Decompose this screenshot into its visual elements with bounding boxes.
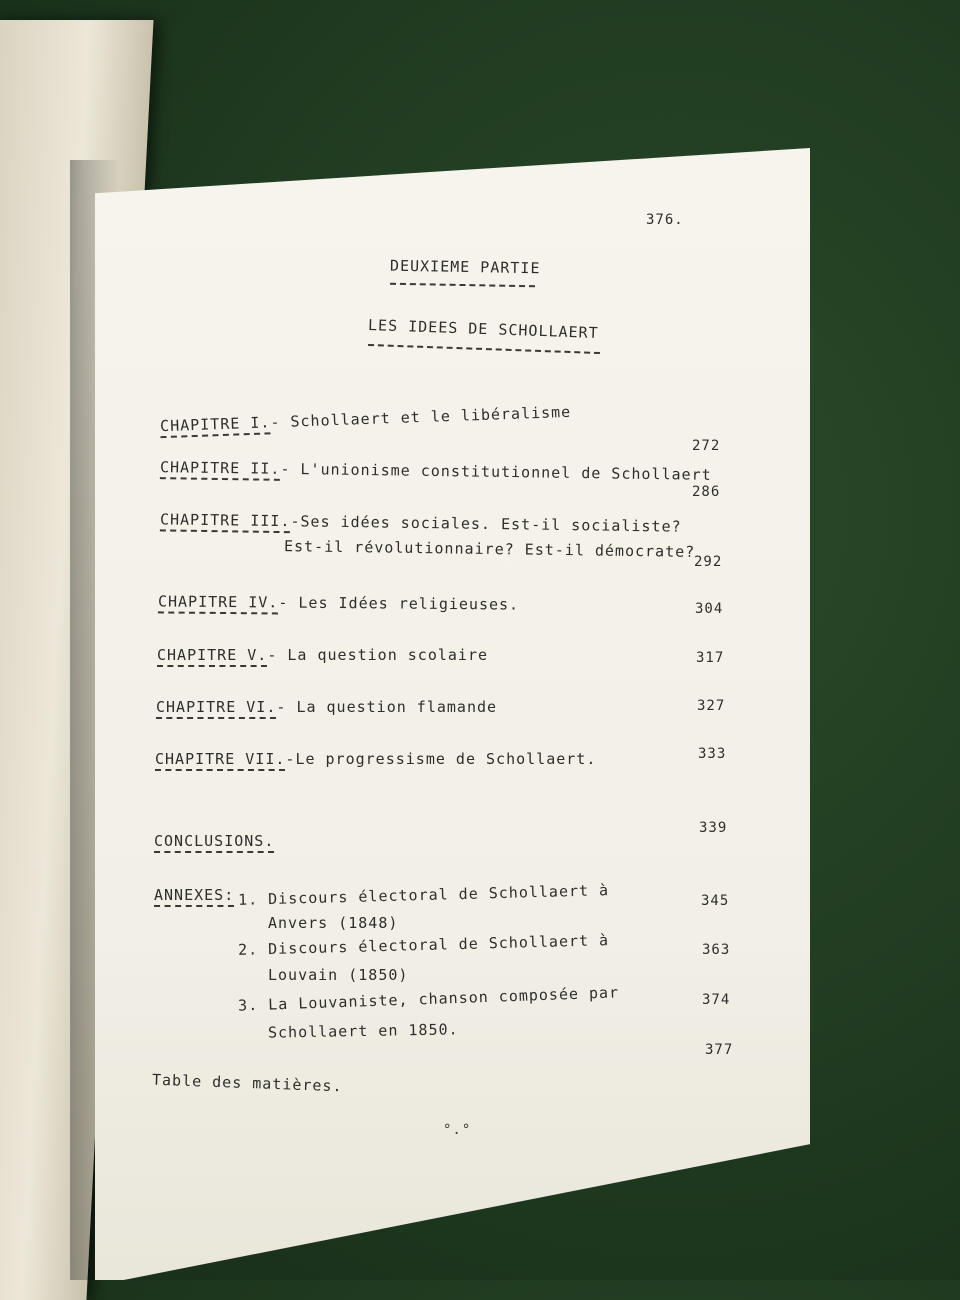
annexe-2-page: 363 [702, 942, 731, 958]
chapter-label: CHAPITRE I. [160, 413, 271, 438]
chapter-title: La question scolaire [287, 646, 489, 664]
chapter-3-title-line2: Est-il révolutionnaire? Est-il démocrate? [283, 537, 696, 561]
annexe-3-line1 [238, 983, 620, 1014]
toc-entry-chapitre-4 [158, 592, 519, 613]
annexe-3-number: 3. [237, 995, 259, 1015]
conclusions-label: CONCLUSIONS. [154, 832, 274, 853]
annexe-1-page: 345 [701, 893, 730, 909]
chapter-title: Le progressisme de Schollaert. [295, 750, 597, 768]
chapter-separator: - [280, 459, 291, 478]
chapter-label: CHAPITRE IV. [158, 592, 279, 614]
chapter-label: CHAPITRE VI. [156, 698, 276, 719]
toc-entry-chapitre-7 [155, 750, 596, 768]
chapter-separator: - [290, 512, 301, 531]
end-ornament: °.° [443, 1122, 472, 1138]
section-title: LES IDEES DE SCHOLLAERT [367, 315, 599, 343]
toc-page: 377 [705, 1042, 734, 1058]
toc-entry-chapitre-5 [157, 646, 488, 664]
toc-entry-chapitre-1 [160, 403, 572, 435]
chapter-4-page: 304 [695, 601, 724, 617]
section-title-underline [368, 344, 600, 354]
annexe-1-number: 1. [237, 890, 259, 909]
page-number: 376. [646, 212, 684, 228]
chapter-6-page: 327 [697, 698, 726, 714]
chapter-7-page: 333 [698, 746, 727, 762]
annexe-1-line2: Anvers (1848) [268, 914, 399, 932]
chapter-title: Les Idées religieuses. [298, 593, 520, 614]
annexe-1-line1 [238, 881, 609, 909]
chapter-title: Schollaert et le libéralisme [290, 402, 572, 431]
chapter-2-page: 286 [692, 484, 721, 500]
annexe-3-line2: Schollaert en 1850. [267, 1020, 459, 1042]
annexe-1-title: Discours électoral de Schollaert à [267, 881, 610, 909]
chapter-5-page: 317 [696, 650, 725, 666]
conclusions-page: 339 [699, 820, 728, 836]
chapter-title: La question flamande [296, 698, 498, 716]
toc-entry-chapitre-2 [160, 458, 712, 484]
annexe-2-line1 [238, 931, 609, 959]
chapter-separator: - [270, 412, 281, 432]
part-title: DEUXIEME PARTIE [389, 256, 541, 278]
chapter-label: CHAPITRE V. [157, 646, 267, 667]
toc-label: Table des matières. [151, 1070, 343, 1096]
annexe-3-page: 374 [702, 992, 731, 1008]
chapter-1-page: 272 [692, 438, 721, 454]
chapter-label: CHAPITRE II. [160, 458, 281, 481]
annexe-2-number: 2. [237, 940, 259, 959]
part-title-underline [390, 283, 535, 288]
chapter-label: CHAPITRE III. [160, 510, 291, 533]
chapter-separator: - [267, 646, 278, 664]
chapter-title: Ses idées sociales. Est-il socialiste? [300, 512, 682, 536]
chapter-separator: - [278, 593, 289, 612]
toc-entry-chapitre-3 [160, 510, 682, 535]
chapter-3-page: 292 [694, 554, 723, 570]
chapter-label: CHAPITRE VII. [155, 750, 285, 771]
chapter-separator: - [285, 750, 296, 768]
toc-entry-chapitre-6 [156, 698, 497, 716]
annexe-2-line2: Louvain (1850) [268, 966, 409, 984]
chapter-title: L'unionisme constitutionnel de Schollaert [300, 460, 712, 484]
annexe-2-title: Discours électoral de Schollaert à [267, 931, 610, 959]
chapter-separator: - [276, 698, 287, 716]
annexes-label: ANNEXES: [154, 886, 234, 907]
annexe-3-title: La Louvaniste, chanson composée par [267, 983, 620, 1014]
